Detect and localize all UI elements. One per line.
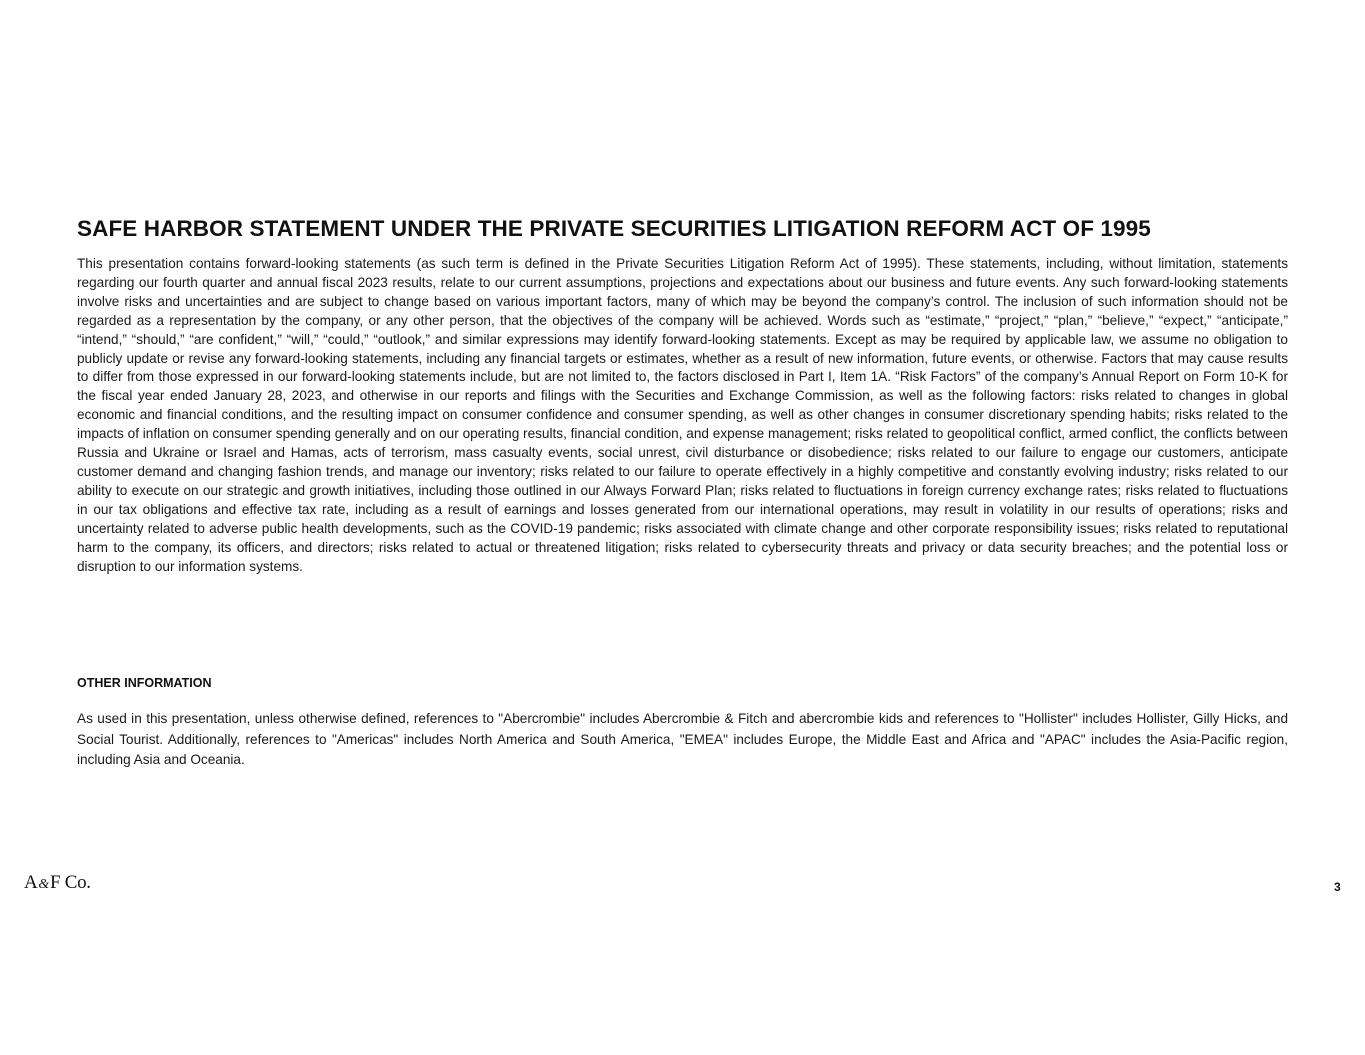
logo-part-f-co: F Co.	[50, 872, 91, 893]
logo-part-a: A	[24, 872, 38, 893]
other-information-title: OTHER INFORMATION	[77, 676, 212, 690]
safe-harbor-title: SAFE HARBOR STATEMENT UNDER THE PRIVATE SECURITIES LITIGATION REFORM ACT OF 1995	[77, 216, 1151, 241]
page-number: 3	[1334, 880, 1341, 894]
company-logo	[24, 871, 91, 897]
other-information-body: As used in this presentation, unless otherwise defined, references to "Abercrombie" includes Abercrombie & Fitch and abercrombie kids and references to "Hollister" includes Hollister, Gilly Hicks, and Social Tourist. Additionally, references to "Americas" includes North America and South America, "EMEA" includes Europe, the Middle East and Africa and "APAC" includes the Asia-Pacific region, including Asia and Oceania.	[77, 711, 1288, 767]
logo-ampersand: &	[38, 877, 50, 892]
safe-harbor-body: This presentation contains forward-looking statements (as such term is defined in the Private Securities Litigation Reform Act of 1995). These statements, including, without limitation, statements regarding our fourth quarter and annual fiscal 2023 results, relate to our current assumptions, projections and expectations about our business and future events. Any such forward-looking statements involve risks and uncertainties and are subject to change based on various important factors, many of which may be beyond the company’s control. The inclusion of such information should not be regarded as a representation by the company, or any other person, that the objectives of the company will be achieved. Words such as “estimate,” “project,” “plan,” “believe,” “expect,” “anticipate,” “intend,” “should,” “are confident,” “will,” “could,” “outlook,” and similar expressions may identify forward-looking statements. Except as may be required by applicable law, we assume no obligation to publicly update or revise any forward-looking statements, including any financial targets or estimates, whether as a result of new information, future events, or otherwise. Factors that may cause results to differ from those expressed in our forward-looking statements include, but are not limited to, the factors disclosed in Part I, Item 1A. “Risk Factors” of the company’s Annual Report on Form 10-K for the fiscal year ended January 28, 2023, and otherwise in our reports and filings with the Securities and Exchange Commission, as well as the following factors: risks related to changes in global economic and financial conditions, and the resulting impact on consumer confidence and consumer spending, as well as other changes in consumer discretionary spending habits; risks related to the impacts of inflation on consumer spending generally and on our operating results, financial condition, and expense management; risks related to geopolitical conflict, armed conflict, the conflicts between Russia and Ukraine or Israel and Hamas, acts of terrorism, mass casualty events, social unrest, civil disturbance or disobedience; risks related to our failure to engage our customers, anticipate customer demand and changing fashion trends, and manage our inventory; risks related to our failure to operate effectively in a highly competitive and constantly evolving industry; risks related to our ability to execute on our strategic and growth initiatives, including those outlined in our Always Forward Plan; risks related to fluctuations in foreign currency exchange rates; risks related to fluctuations in our tax obligations and effective tax rate, including as a result of earnings and losses generated from our international operations, may result in volatility in our results of operations; risks and uncertainty related to adverse public health developments, such as the COVID-19 pandemic; risks associated with climate change and other corporate responsibility issues; risks related to reputational harm to the company, its officers, and directors; risks related to actual or threatened litigation; risks related to cybersecurity threats and privacy or data security breaches; and the potential loss or disruption to our information systems.	[77, 256, 1288, 574]
